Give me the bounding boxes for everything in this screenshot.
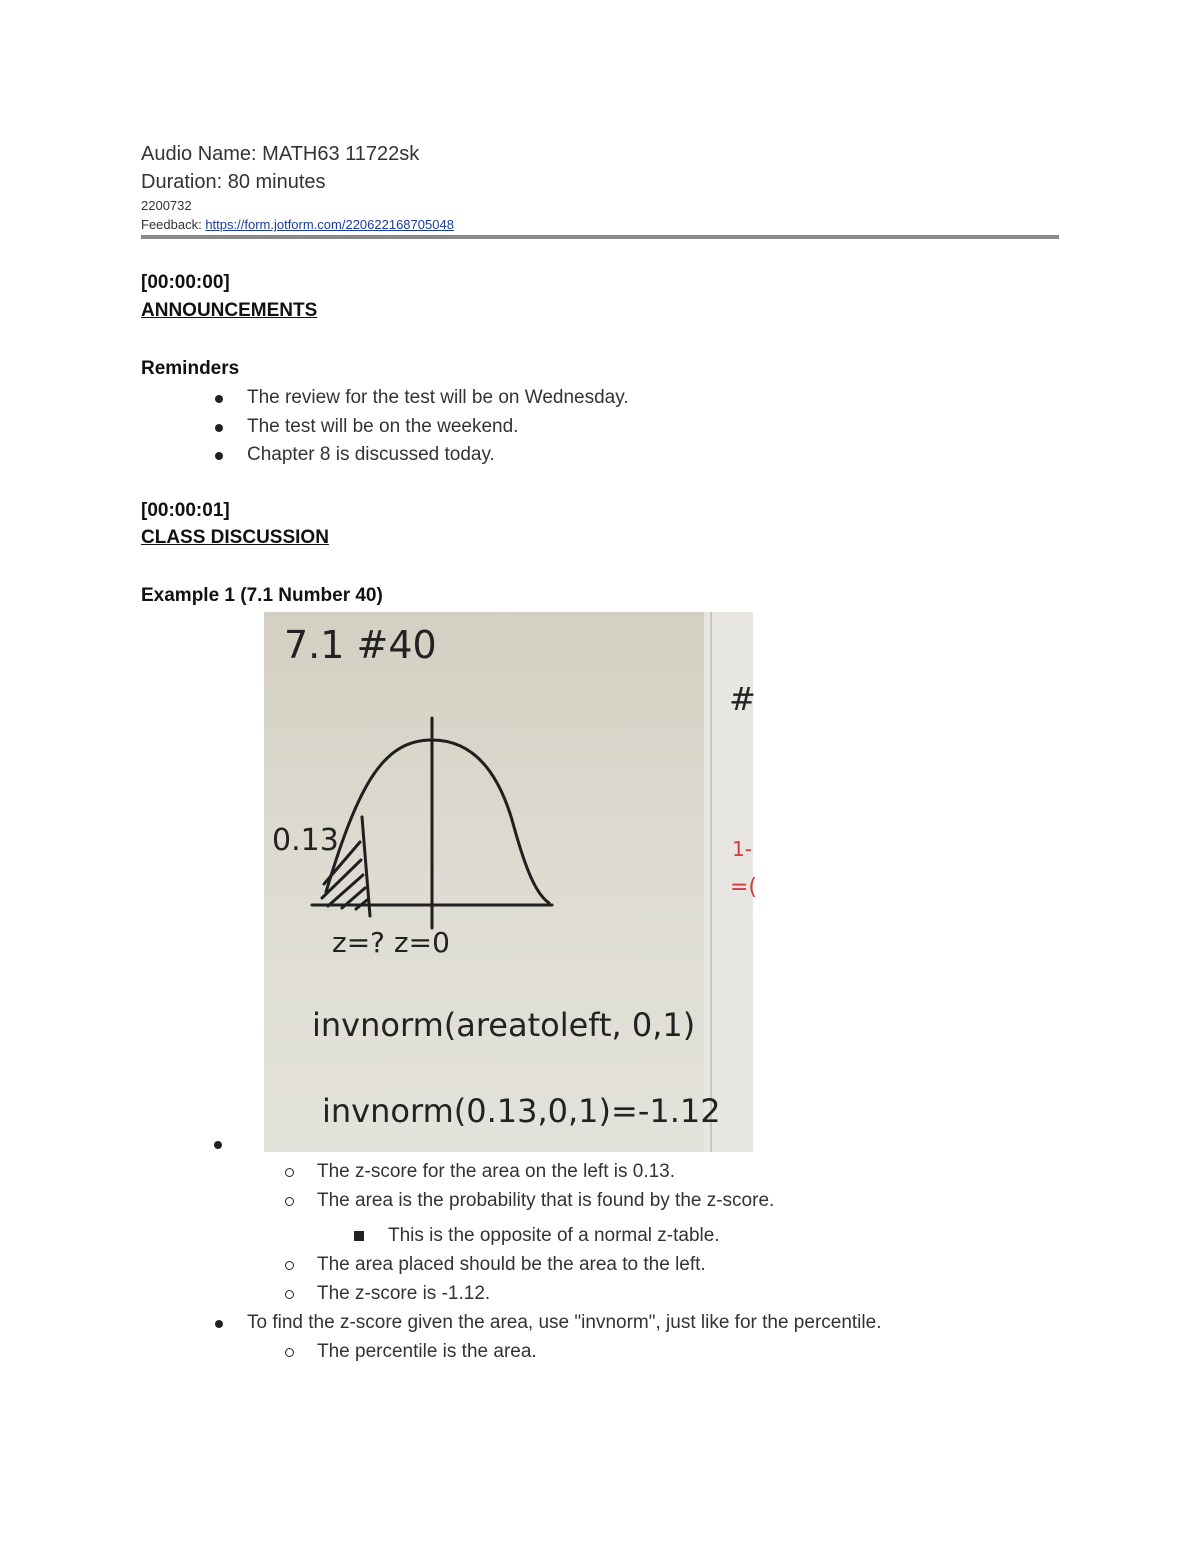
duration: Duration: 80 minutes [141, 171, 326, 193]
list-item: The test will be on the weekend. [247, 413, 629, 442]
whiteboard-photo [264, 612, 758, 1152]
invnorm-bullet-list [247, 1309, 881, 1338]
whiteboard-title: 7.1 #40 [284, 623, 437, 667]
red-mark-1: 1- [732, 837, 752, 861]
section-title-announcements: ANNOUNCEMENTS [141, 300, 318, 321]
list-item: The area placed should be the area to the left. [317, 1251, 706, 1280]
hollow-bullet-icon [285, 1168, 294, 1177]
example-sub-list-2 [317, 1251, 706, 1308]
feedback-link[interactable]: https://form.jotform.com/220622168705048 [205, 217, 454, 232]
red-mark-2: =( [730, 875, 758, 900]
list-item: The review for the test will be on Wednesday. [247, 384, 629, 413]
formula-general: invnorm(areatoleft, 0,1) [312, 1006, 696, 1044]
list-item: To find the z-score given the area, use "invnorm", just like for the percentile. [247, 1309, 881, 1338]
feedback-label: Feedback: [141, 217, 206, 232]
hollow-bullet-icon [285, 1348, 294, 1357]
example-sub-sub-list [388, 1222, 720, 1251]
id-number: 2200732 [141, 198, 192, 213]
bullet-icon [214, 1141, 222, 1149]
bullet-icon [215, 395, 223, 403]
list-item: The area is the probability that is found by the z-score. [317, 1187, 774, 1216]
header-divider [141, 235, 1059, 239]
hollow-bullet-icon [285, 1261, 294, 1270]
document-header [141, 140, 454, 234]
timestamp-1: [00:00:00] [141, 272, 230, 293]
reminders-heading: Reminders [141, 358, 240, 379]
square-bullet-icon [354, 1231, 364, 1241]
z-labels: z=? z=0 [332, 926, 450, 959]
edge-mark: # [729, 680, 756, 718]
bullet-icon [215, 424, 223, 432]
list-item: The z-score for the area on the left is 0.13. [317, 1158, 774, 1187]
list-item: Chapter 8 is discussed today. [247, 441, 629, 470]
hollow-bullet-icon [285, 1197, 294, 1206]
bullet-icon [215, 1320, 223, 1328]
section-title-class-discussion: CLASS DISCUSSION [141, 527, 329, 548]
feedback-line [141, 215, 454, 234]
formula-specific: invnorm(0.13,0,1)=-1.12 [322, 1092, 721, 1130]
hollow-bullet-icon [285, 1290, 294, 1299]
bullet-icon [215, 452, 223, 460]
audio-name: Audio Name: MATH63 11722sk [141, 143, 420, 165]
example-heading: Example 1 (7.1 Number 40) [141, 585, 383, 606]
invnorm-sub-list [317, 1338, 537, 1367]
reminders-list [247, 384, 629, 470]
list-item: This is the opposite of a normal z-table. [388, 1222, 720, 1251]
example-sub-list [317, 1158, 774, 1215]
list-item: The z-score is -1.12. [317, 1280, 706, 1309]
list-item: The percentile is the area. [317, 1338, 537, 1367]
timestamp-2: [00:00:01] [141, 500, 230, 521]
area-label: 0.13 [272, 823, 339, 858]
